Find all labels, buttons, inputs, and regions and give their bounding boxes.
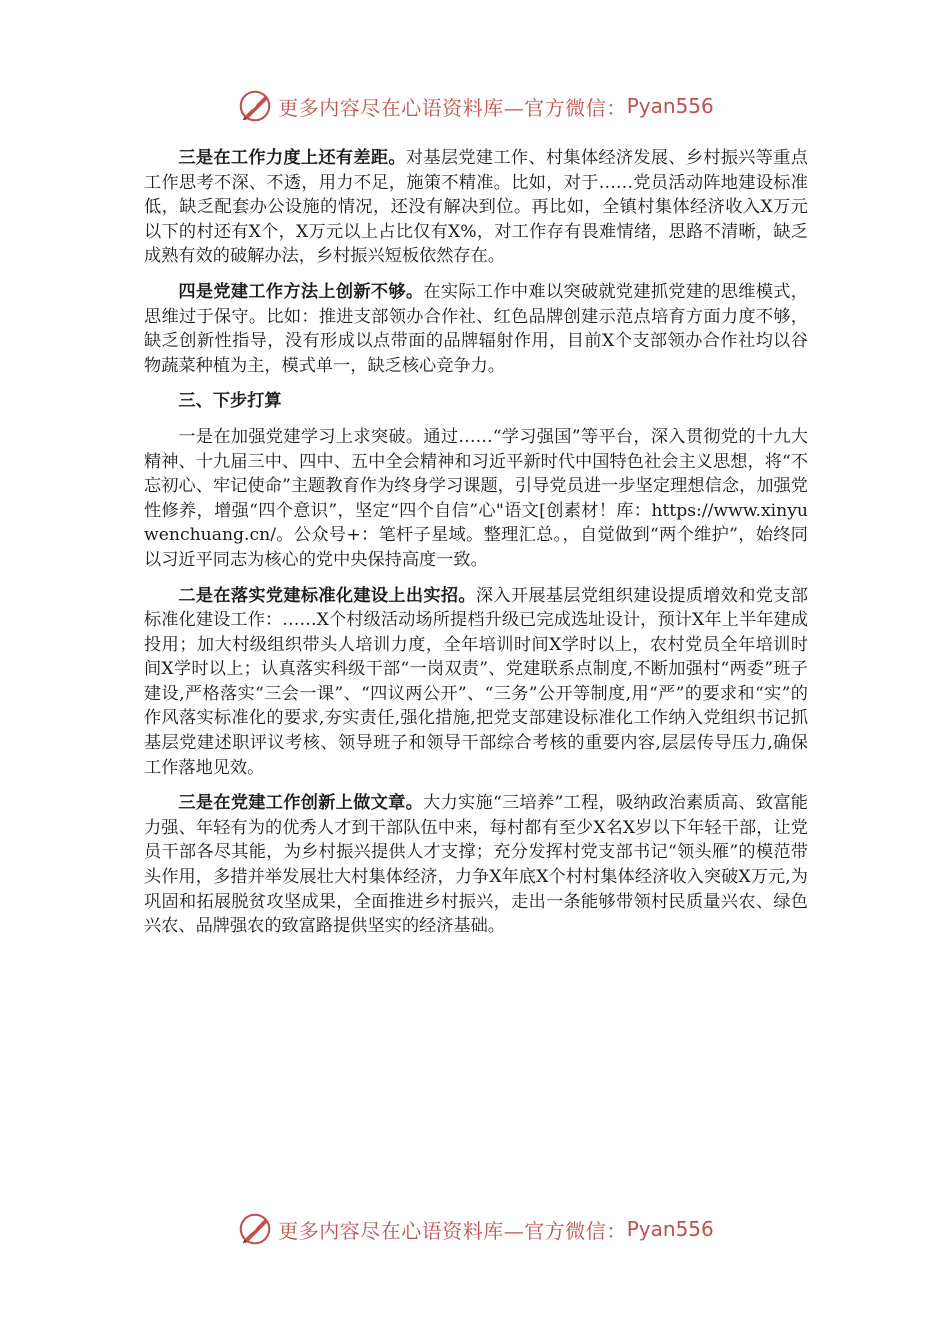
paragraph-lead: 三是在党建工作创新上做文章。 — [178, 793, 424, 814]
header-banner — [0, 84, 950, 128]
paragraph-body: 大力实施“三培养”工程，吸纳政治素质高、致富能力强、年轻有为的优秀人才到干部队伍中来，每村都有至少X名X岁以下年轻干部，让党员干部各尽其能，为乡村振兴提供人才支撑；充分发挥村党支部书记“领头雁”的模范带头作用，多措并举发展壮大村集体经济，力争X年底X个村村集体经济收入突破X万元,为巩固和拓展脱贫攻坚成果，全面推进乡村振兴，走出一条能够带领村民质量兴农、绿色兴农、品牌强农的致富路提供坚实的经济基础。 — [144, 793, 808, 937]
wechat-id: Pyan556 — [626, 94, 714, 118]
paragraph-method-innovation — [144, 280, 808, 378]
paragraph-lead: 三是在工作力度上还有差距。 — [178, 148, 406, 168]
paragraph-standardization — [144, 584, 808, 781]
paragraph-lead: 二是在落实党建标准化建设上出实招。 — [178, 585, 476, 606]
pen-logo-icon — [236, 87, 274, 125]
document-body — [144, 146, 808, 950]
paragraph-lead: 四是党建工作方法上创新不够。 — [178, 281, 424, 302]
banner-text: 更多内容尽在心语资料库—官方微信： — [278, 95, 627, 120]
wechat-id: Pyan556 — [626, 1217, 714, 1241]
banner-text: 更多内容尽在心语资料库—官方微信： — [278, 1218, 627, 1243]
paragraph-body: 一是在加强党建学习上求突破。通过……“学习强国”等平台，深入贯彻党的十九大精神、十九届三中、四中、五中全会精神和习近平新时代中国特色社会主义思想，将“不忘初心、牢记使命”主题教育作为终身学习课题，引导党员进一步坚定理想信念，加强党性修养，增强“四个意识”，坚定“四个自信”心"语文[创素材！库：https://www.xinyuwenchuang.cn/。公众号+：笔杆子星域。整理汇总。，自觉做到“两个维护”，始终同以习近平同志为核心的党中央保持高度一致。 — [144, 426, 808, 570]
paragraph-work-intensity — [144, 146, 808, 269]
paragraph-body: 对基层党建工作、村集体经济发展、乡村振兴等重点工作思考不深、不透，用力不足，施策不精准。比如，对于……党员活动阵地建设标准低，缺乏配套办公设施的情况，还没有解决到位。再比如，全镇村集体经济收入X万元以下的村还有X个，X万元以上占比仅有X%，对工作存有畏难情绪，思路不清晰，缺乏成熟有效的破解办法，乡村振兴短板依然存在。 — [144, 148, 808, 267]
section-heading: 三、下步打算 — [178, 391, 282, 412]
footer-banner — [0, 1207, 950, 1251]
paragraph-study — [144, 425, 808, 573]
paragraph-innovation — [144, 791, 808, 939]
paragraph-body: 深入开展基层党组织建设提质增效和党支部标准化建设工作：……X个村级活动场所提档升级已完成选址设计，预计X年上半年建成投用；加大村级组织带头人培训力度，全年培训时间X学时以上，农村党员全年培训时间X学时以上；认真落实科级干部“一岗双责”、党建联系点制度,不断加强村“两委”班子建设,严格落实“三会一课”、“四议两公开”、“三务”公开等制度,用“严”的要求和“实”的作风落实标准化的要求,夯实责任,强化措施,把党支部建设标准化工作纳入党组织书记抓基层党建述职评议考核、领导班子和领导干部综合考核的重要内容,层层传导压力,确保工作落地见效。 — [144, 585, 808, 778]
pen-logo-icon — [236, 1210, 274, 1248]
paragraph-body: 在实际工作中难以突破就党建抓党建的思维模式，思维过于保守。比如：推进支部领办合作社、红色品牌创建示范点培育方面力度不够，缺乏创新性指导，没有形成以点带面的品牌辐射作用，目前X个支部领办合作社均以谷物蔬菜种植为主，模式单一，缺乏核心竞争力。 — [144, 281, 808, 376]
